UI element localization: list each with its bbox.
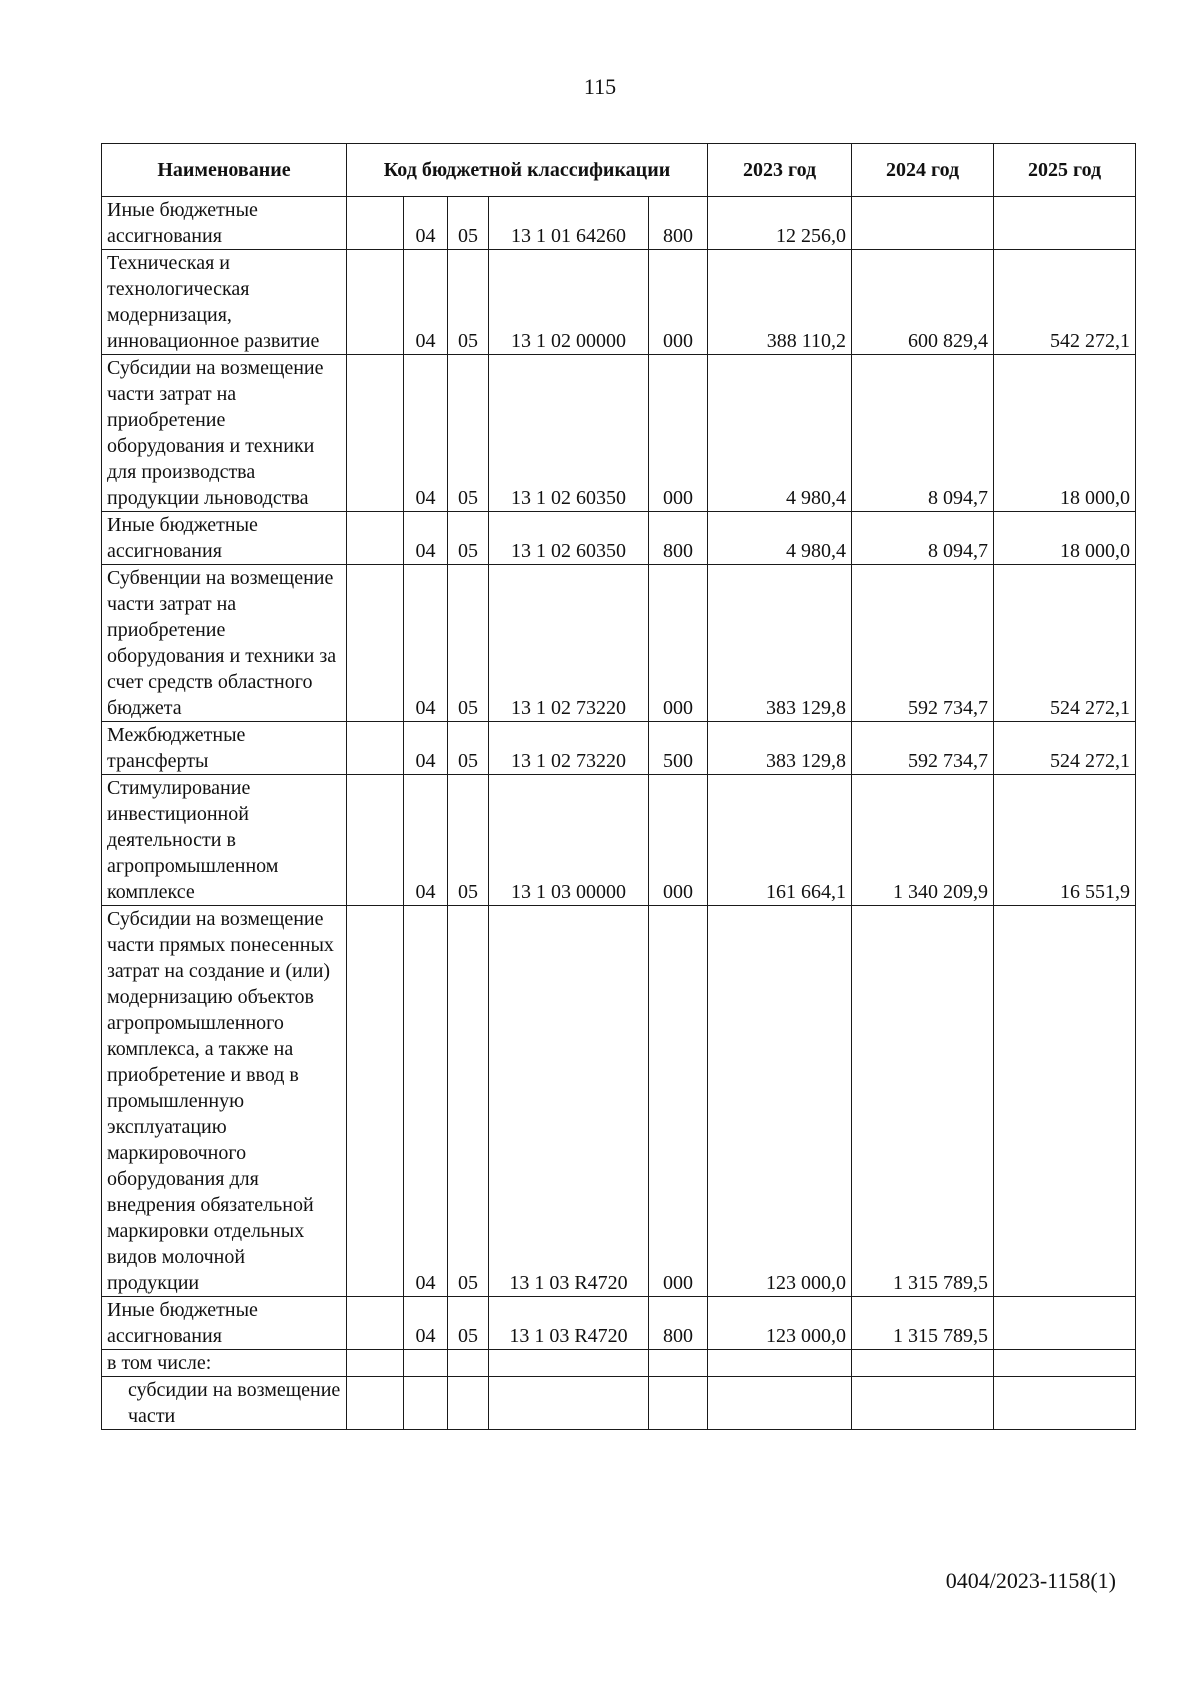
cell-2025: 524 272,1 <box>994 722 1136 775</box>
table-row <box>102 1377 1136 1430</box>
cell-blank <box>347 197 404 250</box>
cell-subsection: 05 <box>448 250 489 355</box>
cell-2023: 123 000,0 <box>708 1297 852 1350</box>
cell-section: 04 <box>404 565 448 722</box>
cell-section: 04 <box>404 1297 448 1350</box>
cell-2023 <box>708 1350 852 1377</box>
cell-target-article: 13 1 03 R4720 <box>489 906 649 1297</box>
cell-2024 <box>852 197 994 250</box>
cell-2024: 1 315 789,5 <box>852 1297 994 1350</box>
table-row <box>102 1297 1136 1350</box>
cell-2024: 592 734,7 <box>852 565 994 722</box>
cell-2025: 18 000,0 <box>994 355 1136 512</box>
table-row <box>102 355 1136 512</box>
document-number: 0404/2023-1158(1) <box>945 1568 1116 1593</box>
cell-target-article: 13 1 02 73220 <box>489 722 649 775</box>
cell-2023: 161 664,1 <box>708 775 852 906</box>
cell-2023: 383 129,8 <box>708 722 852 775</box>
cell-section: 04 <box>404 906 448 1297</box>
cell-blank <box>347 1297 404 1350</box>
table-row <box>102 565 1136 722</box>
cell-blank <box>347 1350 404 1377</box>
cell-name: Иные бюджетные ассигнования <box>102 1297 347 1350</box>
cell-2025 <box>994 1350 1136 1377</box>
cell-expense-type: 000 <box>649 906 708 1297</box>
cell-section: 04 <box>404 512 448 565</box>
cell-2024: 600 829,4 <box>852 250 994 355</box>
cell-name: в том числе: <box>102 1350 347 1377</box>
cell-blank <box>347 722 404 775</box>
cell-2024: 8 094,7 <box>852 355 994 512</box>
cell-expense-type: 000 <box>649 565 708 722</box>
cell-target-article <box>489 1350 649 1377</box>
cell-2025: 524 272,1 <box>994 565 1136 722</box>
cell-subsection: 05 <box>448 512 489 565</box>
header-2023: 2023 год <box>708 144 852 197</box>
cell-expense-type: 800 <box>649 1297 708 1350</box>
cell-blank <box>347 1377 404 1430</box>
cell-section: 04 <box>404 722 448 775</box>
cell-subsection: 05 <box>448 197 489 250</box>
cell-subsection: 05 <box>448 775 489 906</box>
table-row <box>102 197 1136 250</box>
cell-name: Субсидии на возмещение части прямых понесенных затрат на создание и (или) модернизацию объектов агропромышленного комплекса, а также на приобретение и ввод в промышленную эксплуатацию маркировочного оборудования для внедрения обязательной маркировки отдельных видов молочной продукции <box>102 906 347 1297</box>
cell-name: Техническая и технологическая модернизация, инновационное развитие <box>102 250 347 355</box>
table-row <box>102 906 1136 1297</box>
cell-2023: 388 110,2 <box>708 250 852 355</box>
cell-2025: 542 272,1 <box>994 250 1136 355</box>
cell-name: Субсидии на возмещение части затрат на приобретение оборудования и техники для производства продукции льноводства <box>102 355 347 512</box>
cell-target-article: 13 1 03 00000 <box>489 775 649 906</box>
page-number: 115 <box>583 74 617 99</box>
cell-expense-type: 000 <box>649 775 708 906</box>
cell-section: 04 <box>404 197 448 250</box>
cell-name: Иные бюджетные ассигнования <box>102 197 347 250</box>
cell-2023: 4 980,4 <box>708 355 852 512</box>
cell-target-article <box>489 1377 649 1430</box>
header-code: Код бюджетной классификации <box>347 144 708 197</box>
cell-expense-type: 800 <box>649 512 708 565</box>
table-row <box>102 1350 1136 1377</box>
cell-subsection: 05 <box>448 565 489 722</box>
cell-target-article: 13 1 02 60350 <box>489 512 649 565</box>
cell-expense-type: 800 <box>649 197 708 250</box>
cell-2024: 8 094,7 <box>852 512 994 565</box>
cell-2024: 1 340 209,9 <box>852 775 994 906</box>
cell-expense-type <box>649 1377 708 1430</box>
cell-target-article: 13 1 03 R4720 <box>489 1297 649 1350</box>
table-row <box>102 512 1136 565</box>
cell-section <box>404 1350 448 1377</box>
cell-2023: 123 000,0 <box>708 906 852 1297</box>
cell-blank <box>347 355 404 512</box>
cell-target-article: 13 1 01 64260 <box>489 197 649 250</box>
cell-subsection: 05 <box>448 906 489 1297</box>
header-name: Наименование <box>102 144 347 197</box>
cell-name: субсидии на возмещение части <box>102 1377 347 1430</box>
cell-blank <box>347 250 404 355</box>
cell-name: Стимулирование инвестиционной деятельности в агропромышленном комплексе <box>102 775 347 906</box>
cell-subsection <box>448 1350 489 1377</box>
cell-2025: 16 551,9 <box>994 775 1136 906</box>
table-row <box>102 250 1136 355</box>
cell-section <box>404 1377 448 1430</box>
cell-name: Иные бюджетные ассигнования <box>102 512 347 565</box>
cell-blank <box>347 512 404 565</box>
cell-subsection: 05 <box>448 1297 489 1350</box>
cell-subsection: 05 <box>448 355 489 512</box>
cell-section: 04 <box>404 250 448 355</box>
cell-name: Межбюджетные трансферты <box>102 722 347 775</box>
cell-2025 <box>994 906 1136 1297</box>
cell-expense-type: 000 <box>649 250 708 355</box>
table-row <box>102 775 1136 906</box>
cell-2023 <box>708 1377 852 1430</box>
table-header-row <box>102 144 1136 197</box>
cell-2025: 18 000,0 <box>994 512 1136 565</box>
cell-2025 <box>994 1297 1136 1350</box>
cell-subsection: 05 <box>448 722 489 775</box>
cell-2023: 383 129,8 <box>708 565 852 722</box>
cell-blank <box>347 906 404 1297</box>
cell-target-article: 13 1 02 60350 <box>489 355 649 512</box>
cell-2025 <box>994 197 1136 250</box>
header-2024: 2024 год <box>852 144 994 197</box>
cell-2024 <box>852 1377 994 1430</box>
cell-2024: 1 315 789,5 <box>852 906 994 1297</box>
cell-2023: 12 256,0 <box>708 197 852 250</box>
header-2025: 2025 год <box>994 144 1136 197</box>
cell-blank <box>347 565 404 722</box>
cell-expense-type: 000 <box>649 355 708 512</box>
cell-name: Субвенции на возмещение части затрат на приобретение оборудования и техники за счет средств областного бюджета <box>102 565 347 722</box>
cell-target-article: 13 1 02 73220 <box>489 565 649 722</box>
cell-2023: 4 980,4 <box>708 512 852 565</box>
cell-expense-type <box>649 1350 708 1377</box>
table-row <box>102 722 1136 775</box>
cell-subsection <box>448 1377 489 1430</box>
cell-2024: 592 734,7 <box>852 722 994 775</box>
cell-target-article: 13 1 02 00000 <box>489 250 649 355</box>
cell-2025 <box>994 1377 1136 1430</box>
cell-blank <box>347 775 404 906</box>
budget-table <box>101 143 1136 1430</box>
cell-section: 04 <box>404 775 448 906</box>
cell-2024 <box>852 1350 994 1377</box>
cell-expense-type: 500 <box>649 722 708 775</box>
cell-section: 04 <box>404 355 448 512</box>
